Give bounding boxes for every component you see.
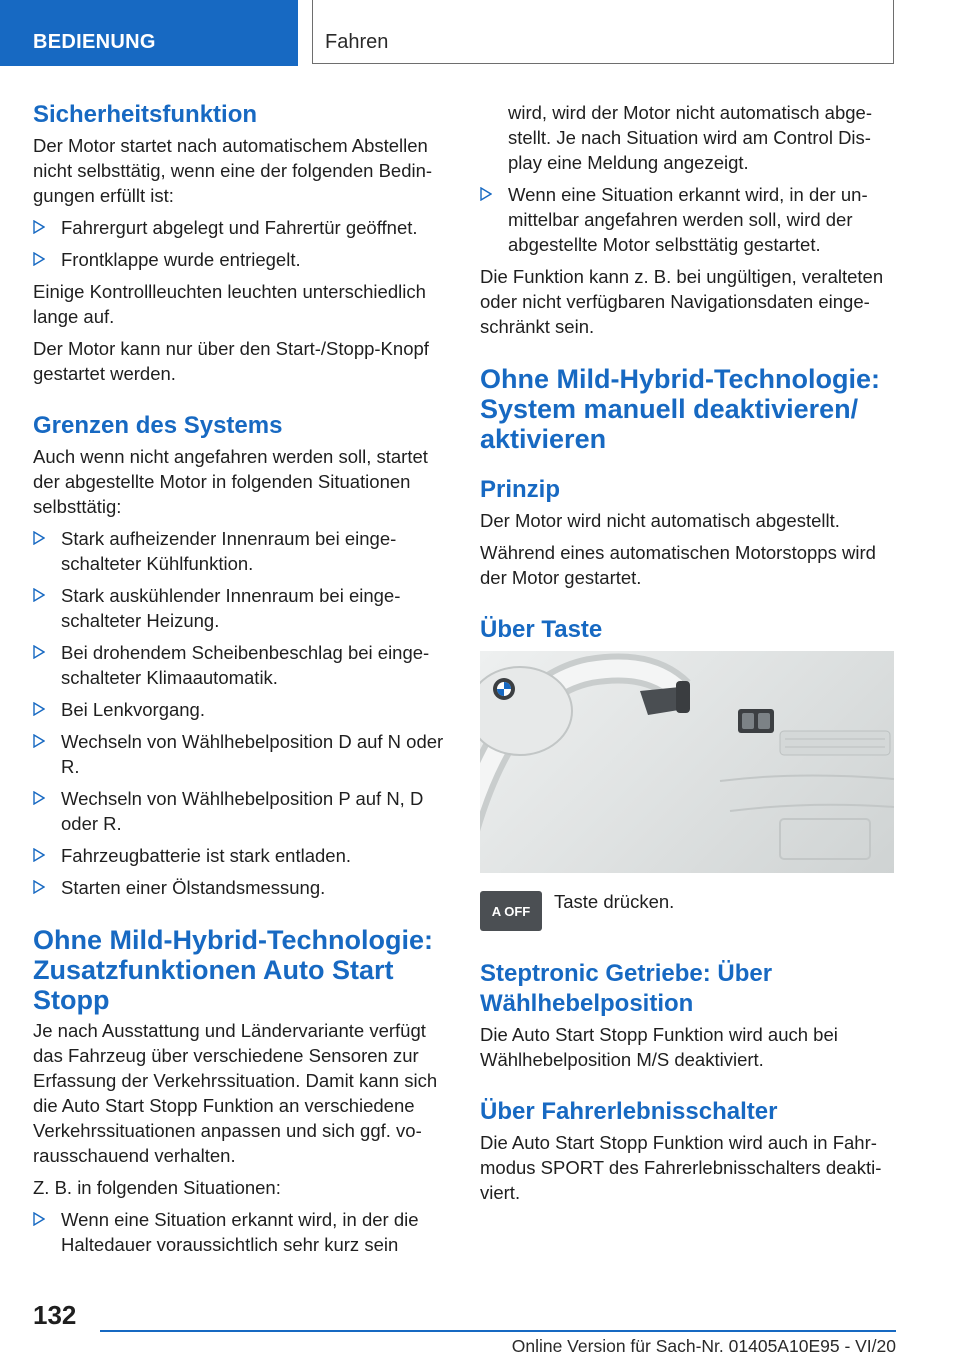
list-item-text: Bei Lenkvorgang. — [61, 699, 205, 720]
list-item-text: Wechseln von Wählhebelposition P auf N, D oder R. — [61, 788, 424, 834]
paragraph: Einige Kontrollleuchten leuchten unterschiedlich lange auf. — [33, 281, 426, 327]
triangle-bullet-icon — [33, 645, 45, 659]
list-item-text: Starten einer Ölstandsmessung. — [61, 877, 326, 898]
list-item — [33, 697, 451, 722]
page-number: 132 — [33, 1300, 77, 1330]
list-item — [33, 786, 451, 836]
instruction-text: Taste drücken. — [554, 891, 675, 912]
paragraph: Der Motor kann nur über den Start-/Stopp-Knopf gestartet werden. — [33, 338, 429, 384]
heading-ueber-taste: Über Taste — [480, 616, 603, 643]
left-column — [33, 100, 451, 1264]
heading-fahrerlebnisschalter: Über Fahrerlebnisschalter — [480, 1098, 778, 1125]
triangle-bullet-icon — [33, 252, 45, 266]
paragraph: Auch wenn nicht angefahren werden soll, startet der abgestellte Motor in folgenden Situationen selbsttätig: — [33, 446, 428, 517]
list-item — [33, 875, 451, 900]
list-item — [33, 215, 451, 240]
heading-sicherheitsfunktion: Sicherheitsfunktion — [33, 101, 258, 128]
triangle-bullet-icon — [33, 531, 45, 545]
triangle-bullet-icon — [33, 848, 45, 862]
triangle-bullet-icon — [33, 702, 45, 716]
list-item-text: Wechseln von Wählhebelposition D auf N oder R. — [61, 731, 444, 777]
heading-grenzen-des-systems: Grenzen des Systems — [33, 412, 283, 439]
list-item — [33, 583, 451, 633]
list-item-text: Fahrzeugbatterie ist stark entladen. — [61, 845, 351, 866]
triangle-bullet-icon — [33, 734, 45, 748]
paragraph: Die Auto Start Stopp Funktion wird auch in Fahrmodus SPORT des Fahrerlebnisschalters deaktiviert. — [480, 1132, 882, 1203]
list-item — [480, 182, 898, 257]
triangle-bullet-icon — [33, 1212, 45, 1226]
paragraph: Während eines automatischen Motorstopps wird der Motor gestartet. — [480, 542, 876, 588]
list-item-text: Frontklappe wurde entriegelt. — [61, 249, 301, 270]
list-item — [33, 640, 451, 690]
list-item — [33, 526, 451, 576]
paragraph: Je nach Ausstattung und Ländervariante verfügt das Fahrzeug über verschiedene Sensoren zur Erfassung der Verkehrssituation. Damit kann sich die Auto Start Stopp Funktion an verschiedene Verkehrssituationen anpassen und sich ggf. vorausschauend verhalten. — [33, 1020, 438, 1166]
list-item-text: Wenn eine Situation erkannt wird, in der unmittelbar angefahren werden soll, wird der abgestellte Motor selbsttätig gestartet. — [508, 184, 868, 255]
list-item-text: Fahrergurt abgelegt und Fahrertür geöffnet. — [61, 217, 418, 238]
list-item — [33, 1207, 451, 1257]
dashboard-illustration — [480, 651, 894, 873]
list-item-text: Bei drohendem Scheibenbeschlag bei eingeschalteter Klimaautomatik. — [61, 642, 430, 688]
paragraph: Der Motor wird nicht automatisch abgestellt. — [480, 510, 840, 531]
list-item-text: Stark auskühlender Innenraum bei eingeschalteter Heizung. — [61, 585, 401, 631]
auto-start-stop-off-icon: A OFF — [480, 891, 542, 931]
list-item — [33, 729, 451, 779]
triangle-bullet-icon — [33, 880, 45, 894]
triangle-bullet-icon — [480, 187, 492, 201]
triangle-bullet-icon — [33, 220, 45, 234]
heading-deaktivieren: Ohne Mild-Hybrid-Technologie: System manuell deaktivieren/ aktivieren — [480, 364, 880, 454]
chapter-title: Fahren — [312, 0, 894, 64]
list-item-text: wird, wird der Motor nicht automatisch abgestellt. Je nach Situation wird am Control Display eine Meldung angezeigt. — [508, 102, 872, 173]
triangle-bullet-icon — [33, 588, 45, 602]
paragraph: Z. B. in folgenden Situationen: — [33, 1177, 281, 1198]
footer-online-version: Online Version für Sach-Nr. 01405A10E95 - VI/20 — [511, 1336, 896, 1356]
list-item — [33, 247, 451, 272]
paragraph: Die Funktion kann z. B. bei ungültigen, veralteten oder nicht verfügbaren Navigationsdaten eingeschränkt sein. — [480, 266, 884, 337]
list-item — [33, 843, 451, 868]
heading-prinzip: Prinzip — [480, 476, 561, 503]
heading-steptronic: Steptronic Getriebe: Über Wählhebelposition — [480, 960, 773, 1017]
heading-zusatzfunktionen: Ohne Mild-Hybrid-Technologie: Zusatzfunktionen Auto Start Stopp — [33, 925, 433, 1015]
list-item-continued — [480, 100, 898, 175]
paragraph: Die Auto Start Stopp Funktion wird auch bei Wählhebelposition M/S deaktiviert. — [480, 1024, 838, 1070]
dashboard-photo — [480, 651, 894, 873]
paragraph: Der Motor startet nach automatischem Abstellen nicht selbsttätig, wenn eine der folgenden Bedingungen erfüllt ist: — [33, 135, 433, 206]
page-header — [0, 0, 960, 66]
list-item-text: Stark aufheizender Innenraum bei eingeschalteter Kühlfunktion. — [61, 528, 397, 574]
footer-divider — [100, 1330, 896, 1332]
list-item-text: Wenn eine Situation erkannt wird, in der die Haltedauer voraussichtlich sehr kurz sein — [61, 1209, 419, 1255]
right-column — [480, 100, 898, 1212]
triangle-bullet-icon — [33, 791, 45, 805]
button-instruction — [480, 885, 898, 949]
section-tab: BEDIENUNG — [0, 0, 298, 66]
